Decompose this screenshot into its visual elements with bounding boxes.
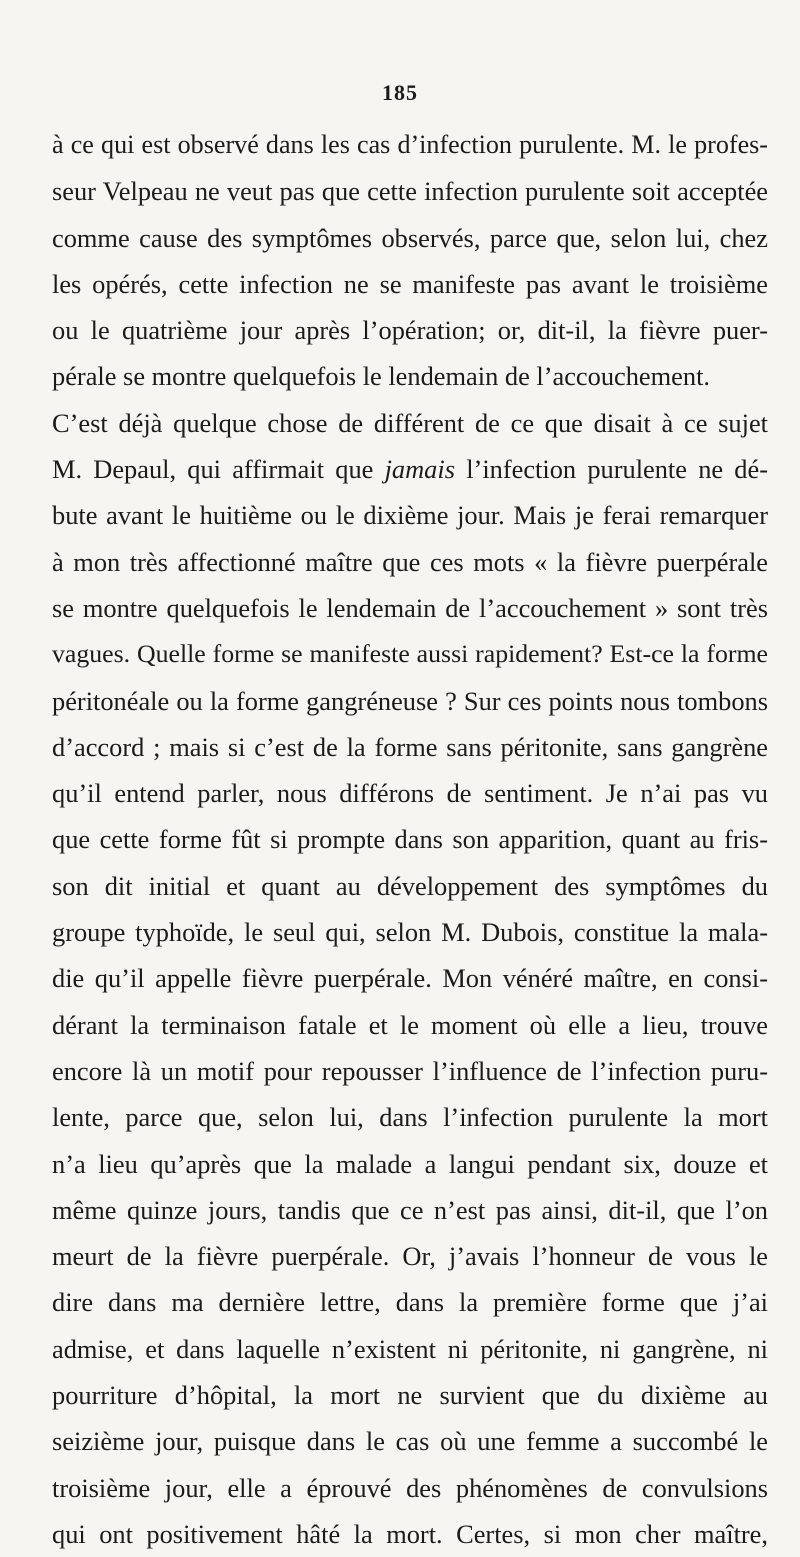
text-line: comme cause des symptômes observés, parce que, selon lui, chez bbox=[52, 222, 768, 253]
text-line: dérant la terminaison fatale et le moment où elle a lieu, trouve bbox=[52, 1009, 768, 1040]
text-line: meurt de la fièvre puerpérale. Or, j’avais l’honneur de vous le bbox=[52, 1241, 768, 1272]
text-line: admise, et dans laquelle n’existent ni péritonite, ni gangrène, ni bbox=[52, 1333, 768, 1364]
text-line: vagues. Quelle forme se manifeste aussi rapidement? Est-ce la forme bbox=[52, 639, 768, 669]
text-line: se montre quelquefois le lendemain de l’accouchement » sont très bbox=[52, 592, 768, 623]
text-line: bute avant le huitième ou le dixième jour. Mais je ferai remarquer bbox=[52, 500, 768, 531]
text-line: même quinze jours, tandis que ce n’est pas ainsi, dit-il, que l’on bbox=[52, 1194, 768, 1225]
text-line: lente, parce que, selon lui, dans l’infection purulente la mort bbox=[52, 1102, 768, 1133]
text-line: d’accord ; mais si c’est de la forme sans péritonite, sans gangrène bbox=[52, 731, 768, 762]
text-line: die qu’il appelle fièvre puerpérale. Mon vénéré maître, en consi- bbox=[52, 963, 768, 994]
text-line: les opérés, cette infection ne se manifeste pas avant le troisième bbox=[52, 268, 768, 299]
text-line bbox=[52, 446, 768, 492]
text-line: dire dans ma dernière lettre, dans la première forme que j’ai bbox=[52, 1287, 768, 1318]
text-line: pourriture d’hôpital, la mort ne survient que du dixième au bbox=[52, 1380, 768, 1411]
text-line: qui ont positivement hâté la mort. Certes, si mon cher maître, bbox=[52, 1518, 768, 1549]
text-line: ou le quatrième jour après l’opération; or, dit-il, la fièvre puer- bbox=[52, 315, 768, 346]
text-line: groupe typhoïde, le seul qui, selon M. Dubois, constitue la mala- bbox=[52, 917, 768, 948]
text-line: pérale se montre quelquefois le lendemain de l’accouchement. bbox=[52, 361, 711, 392]
body-text bbox=[52, 122, 768, 1557]
text-line: seizième jour, puisque dans le cas où une femme a succombé le bbox=[52, 1426, 768, 1457]
text-segment: M. Depaul, qui affirmait que bbox=[52, 454, 385, 485]
text-line: encore là un motif pour repousser l’influence de l’infection puru- bbox=[52, 1055, 768, 1086]
text-line: son dit initial et quant au développement des symptômes du bbox=[52, 870, 768, 901]
text-line: que cette forme fût si prompte dans son apparition, quant au fris- bbox=[52, 824, 768, 855]
emphasis-text: jamais bbox=[384, 454, 455, 485]
page-number: 185 bbox=[382, 80, 418, 105]
text-line: qu’il entend parler, nous différons de sentiment. Je n’ai pas vu bbox=[52, 778, 768, 809]
text-line: seur Velpeau ne veut pas que cette infection purulente soit acceptée bbox=[52, 176, 768, 207]
text-line: troisième jour, elle a éprouvé des phénomènes de convulsions bbox=[52, 1472, 768, 1503]
text-segment: l’infection purulente ne dé- bbox=[454, 454, 769, 485]
text-line: à ce qui est observé dans les cas d’infection purulente. M. le profes- bbox=[52, 130, 768, 159]
text-line: à mon très affectionné maître que ces mots « la fièvre puerpérale bbox=[52, 546, 768, 577]
text-line: péritonéale ou la forme gangréneuse ? Sur ces points nous tombons bbox=[52, 685, 768, 716]
text-line: n’a lieu qu’après que la malade a langui pendant six, douze et bbox=[52, 1148, 768, 1179]
text-line: C’est déjà quelque chose de différent de ce que disait à ce sujet bbox=[52, 407, 768, 438]
